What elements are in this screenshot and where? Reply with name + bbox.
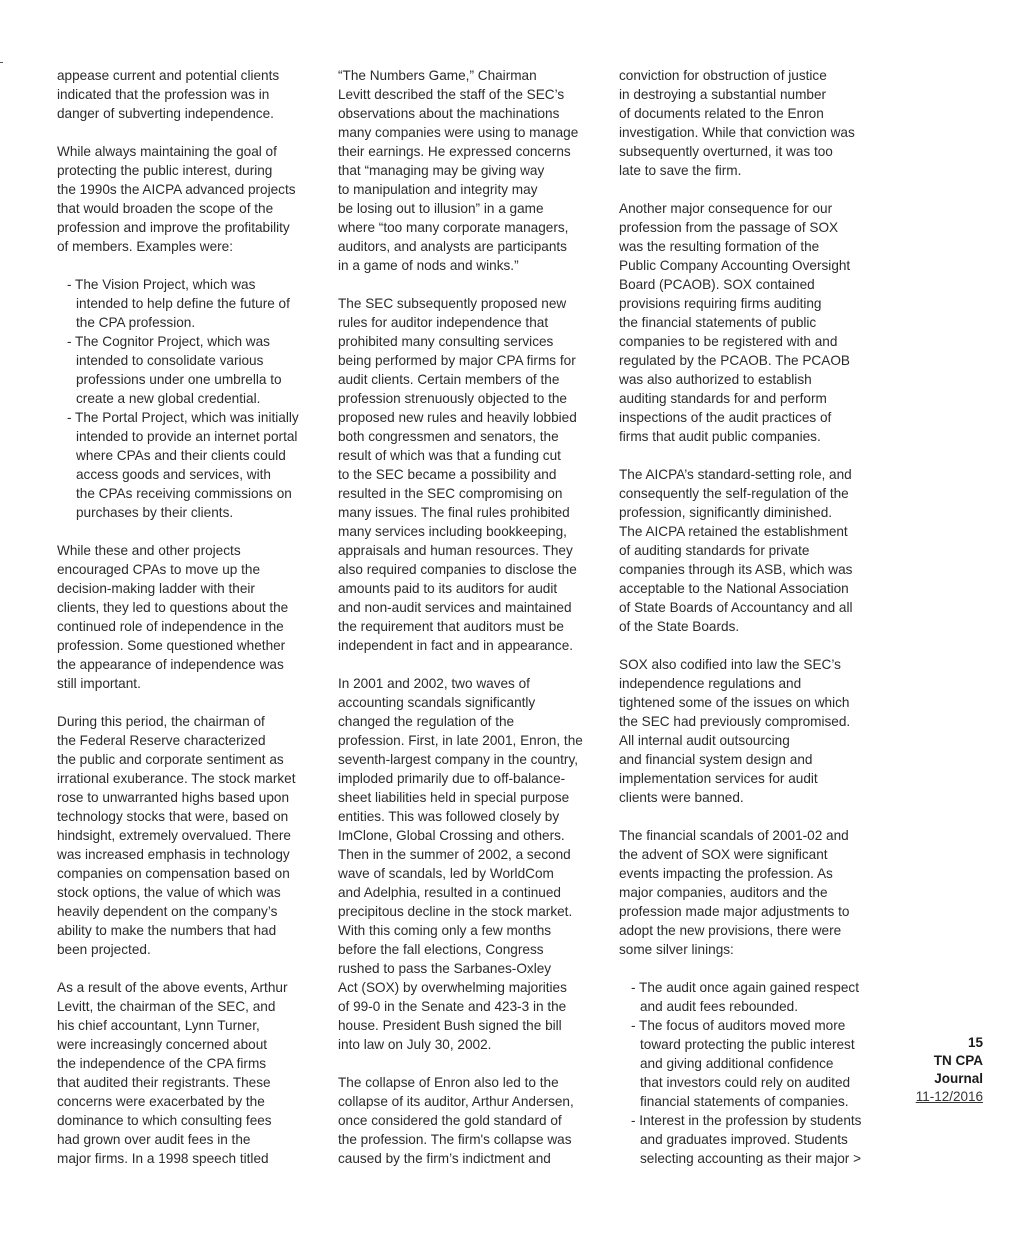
list-item: - The audit once again gained respect and audit fees rebounded. — [631, 980, 859, 1014]
paragraph: The SEC subsequently proposed new rules for auditor independence that prohibited many consulting services being performed by major CPA firms for audit clients. Certain members of the profession strenuously objected to the proposed new rules and heavily lobbied both congressmen and senators, the result of which was that a funding cut to the SEC became a possibility and resulted in the SEC compromising on many issues. The final rules prohibited many services including bookkeeping, appraisals and human resources. They also required companies to disclose the amounts paid to its auditors for audit and non-audit services and maintained the requirement that auditors must be independent in fact and in appearance. — [338, 296, 577, 653]
paragraph: While always maintaining the goal of protecting the public interest, during the 1990s the AICPA advanced projects that would broaden the scope of the profession and improve the profitability of members. Examples were: — [57, 144, 296, 254]
column-1 — [57, 66, 322, 1187]
paragraph: The AICPA’s standard-setting role, and consequently the self-regulation of the profession, significantly diminished. The AICPA retained the establishment of auditing standards for private companies through its ASB, which was acceptable to the National Association of State Boards of Accountancy and all of the State Boards. — [619, 467, 853, 634]
paragraph: “The Numbers Game,” Chairman Levitt described the staff of the SEC’s observations about the machinations many companies were using to manage their earnings. He expressed concerns that “managing may be giving way to manipulation and integrity may be losing out to illusion” in a game where “too many corporate managers, auditors, and analysts are participants in a game of nods and winks.” — [338, 68, 579, 273]
bullet-list — [62, 275, 322, 522]
list-item: - Interest in the profession by students and graduates improved. Students selecting accounting as their major > — [631, 1113, 862, 1166]
page-edge-mark — [0, 62, 3, 63]
column-2 — [338, 66, 606, 1187]
paragraph: appease current and potential clients indicated that the profession was in danger of subverting independence. — [57, 68, 280, 121]
paragraph: In 2001 and 2002, two waves of accounting scandals significantly changed the regulation of the profession. First, in late 2001, Enron, the seventh-largest company in the country, imploded primarily due to off-balance- sheet liabilities held in special purpose entities. This was followed closely by ImClone, Global Crossing and others. Then in the summer of 2002, a second wave of scandals, led by WorldCom and Adelphia, resulted in a continued precipitous decline in the stock market. With this coming only a few months before the fall elections, Congress rushed to pass the Sarbanes-Oxley Act (SOX) by overwhelming majorities of 99-0 in the Senate and 423-3 in the house. President Bush signed the bill into law on July 30, 2002. — [338, 676, 583, 1052]
paragraph: conviction for obstruction of justice in destroying a substantial number of documents related to the Enron investigation. While that conviction was subsequently overturned, it was too late to save the firm. — [619, 68, 855, 178]
column-3 — [619, 66, 889, 1187]
paragraph: SOX also codified into law the SEC’s independence regulations and tightened some of the issues on which the SEC had previously compromised. All internal audit outsourcing and financial system design and implementation services for audit clients were banned. — [619, 657, 851, 805]
list-item: - The Vision Project, which was intended to help define the future of the CPA profession. — [67, 277, 290, 330]
paragraph: During this period, the chairman of the Federal Reserve characterized the public and corporate sentiment as irrational exuberance. The stock market rose to unwarranted highs based upon technology stocks that were, based on hindsight, extremely overvalued. There was increased emphasis in technology companies on compensation based on stock options, the value of which was heavily dependent on the company’s ability to make the numbers that had been projected. — [57, 714, 296, 957]
list-item: - The focus of auditors moved more toward protecting the public interest and giving additional confidence that investors could rely on audited financial statements of companies. — [631, 1018, 855, 1109]
paragraph: While these and other projects encouraged CPAs to move up the decision-making ladder with their clients, they led to questions about the continued role of independence in the profession. Some questioned whether the appearance of independence was still important. — [57, 543, 289, 691]
paragraph: Another major consequence for our profession from the passage of SOX was the resulting formation of the Public Company Accounting Oversight Board (PCAOB). SOX contained provisions requiring firms auditing the financial statements of public companies to be registered with and regulated by the PCAOB. The PCAOB was also authorized to establish auditing standards for and perform inspections of the audit practices of firms that audit public companies. — [619, 201, 851, 444]
paragraph: The financial scandals of 2001-02 and the advent of SOX were significant events impacting the profession. As major companies, auditors and the profession made major adjustments to adopt the new provisions, there were some silver linings: — [619, 828, 850, 957]
paragraph: As a result of the above events, Arthur Levitt, the chairman of the SEC, and his chief accountant, Lynn Turner, were increasingly concerned about the independence of the CPA firms that audited their registrants. These concerns were exacerbated by the dominance to which consulting fees had grown over audit fees in the major firms. In a 1998 speech titled — [57, 980, 288, 1166]
paragraph: The collapse of Enron also led to the collapse of its auditor, Arthur Andersen, once considered the gold standard of the profession. The firm's collapse was caused by the firm’s indictment and — [338, 1075, 574, 1166]
page-number: 15 — [967, 1035, 983, 1050]
bullet-list — [626, 978, 889, 1168]
list-item: - The Portal Project, which was initially intended to provide an internet portal where CPAs and their clients could access goods and services, with the CPAs receiving commissions on purchases by their clients. — [67, 410, 299, 520]
issue-date: 11-12/2016 — [915, 1089, 983, 1104]
list-item: - The Cognitor Project, which was intended to consolidate various professions under one umbrella to create a new global credential. — [67, 334, 282, 406]
journal-name: TN CPA Journal — [933, 1053, 983, 1086]
page-folio — [905, 1034, 983, 1106]
